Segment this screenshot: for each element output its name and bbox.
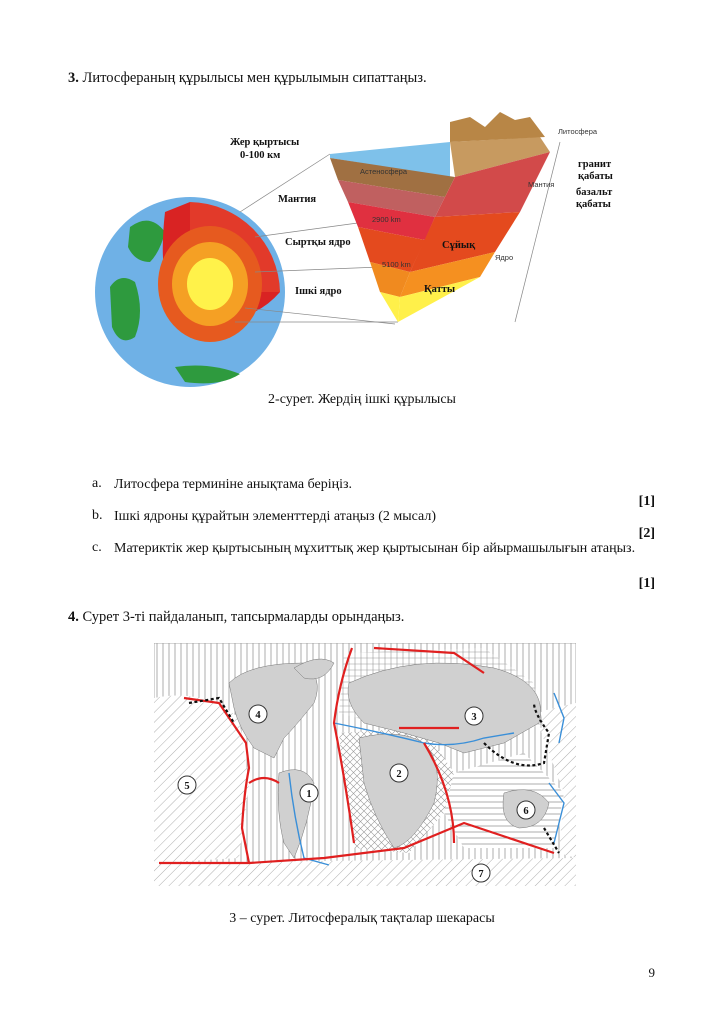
question-3-number: 3. (68, 70, 79, 86)
label-core-small: Ядро (495, 253, 514, 262)
label-solid: Қатты (424, 284, 456, 295)
label-mantle: Мантия (278, 194, 317, 205)
label-crust: Жер қыртысы (230, 137, 300, 148)
item-a-text: Литосфера терминіне анықтама беріңіз. (114, 477, 353, 492)
earth-globe (95, 197, 285, 387)
label-granite-2: қабаты (578, 171, 613, 182)
item-c (92, 540, 655, 576)
label-inner-core: Ішкі ядро (295, 286, 342, 297)
plate-7-label: 7 (478, 869, 484, 880)
label-basalt-2: қабаты (576, 199, 611, 210)
item-b-label: b. (92, 508, 103, 523)
plate-3-label: 3 (471, 712, 477, 723)
plate-2-label: 2 (396, 769, 402, 780)
label-outer-core: Сыртқы ядро (285, 237, 351, 248)
item-c-marks: [1] (638, 576, 655, 591)
item-a (92, 476, 655, 494)
item-c-text: Материктік жер қыртысының мұхиттық жер қыртысынан бір айырмашылығын атаңыз. (114, 541, 636, 556)
question-4-text: Сурет 3-ті пайдаланып, тапсырмаларды орындаңыз. (82, 609, 405, 625)
label-2900: 2900 km (372, 215, 401, 224)
figure-3-caption: 3 – сурет. Литосфералық тақталар шекарасы (229, 911, 495, 926)
plate-4-label: 4 (255, 710, 261, 721)
question-3-title (68, 70, 427, 87)
item-a-marks: [1] (638, 494, 655, 509)
pacific-region (154, 696, 249, 864)
label-crust-depth: 0-100 км (240, 150, 281, 161)
label-liquid: Сұйық (442, 240, 476, 251)
tectonic-plates-map (154, 643, 576, 886)
item-b-marks: [2] (638, 526, 655, 541)
plate-1-label: 1 (306, 789, 312, 800)
plate-5-label: 5 (184, 781, 190, 792)
item-b (92, 508, 655, 526)
label-basalt: базальт (576, 187, 613, 198)
figure-2-caption: 2-сурет. Жердің ішкі құрылысы (268, 392, 456, 407)
label-5100: 5100 km (382, 260, 411, 269)
item-a-label: a. (92, 476, 102, 491)
earth-structure-figure (90, 112, 630, 387)
label-lithosphere: Литосфера (558, 127, 598, 136)
label-mantle-small: Мантия (528, 180, 555, 189)
question-4-number: 4. (68, 609, 79, 625)
page-number: 9 (648, 965, 655, 980)
plate-6-label: 6 (523, 806, 529, 817)
question-4-title (68, 609, 404, 626)
label-granite: гранит (578, 159, 612, 170)
question-3-text: Литосфераның құрылысы мен құрылымын сипаттаңыз. (82, 70, 427, 86)
label-asthenosphere: Астеносфера (360, 167, 408, 176)
item-c-label: c. (92, 540, 102, 555)
item-b-text: Ішкі ядроны құрайтын элементтерді атаңыз (2 мысал) (114, 509, 436, 524)
